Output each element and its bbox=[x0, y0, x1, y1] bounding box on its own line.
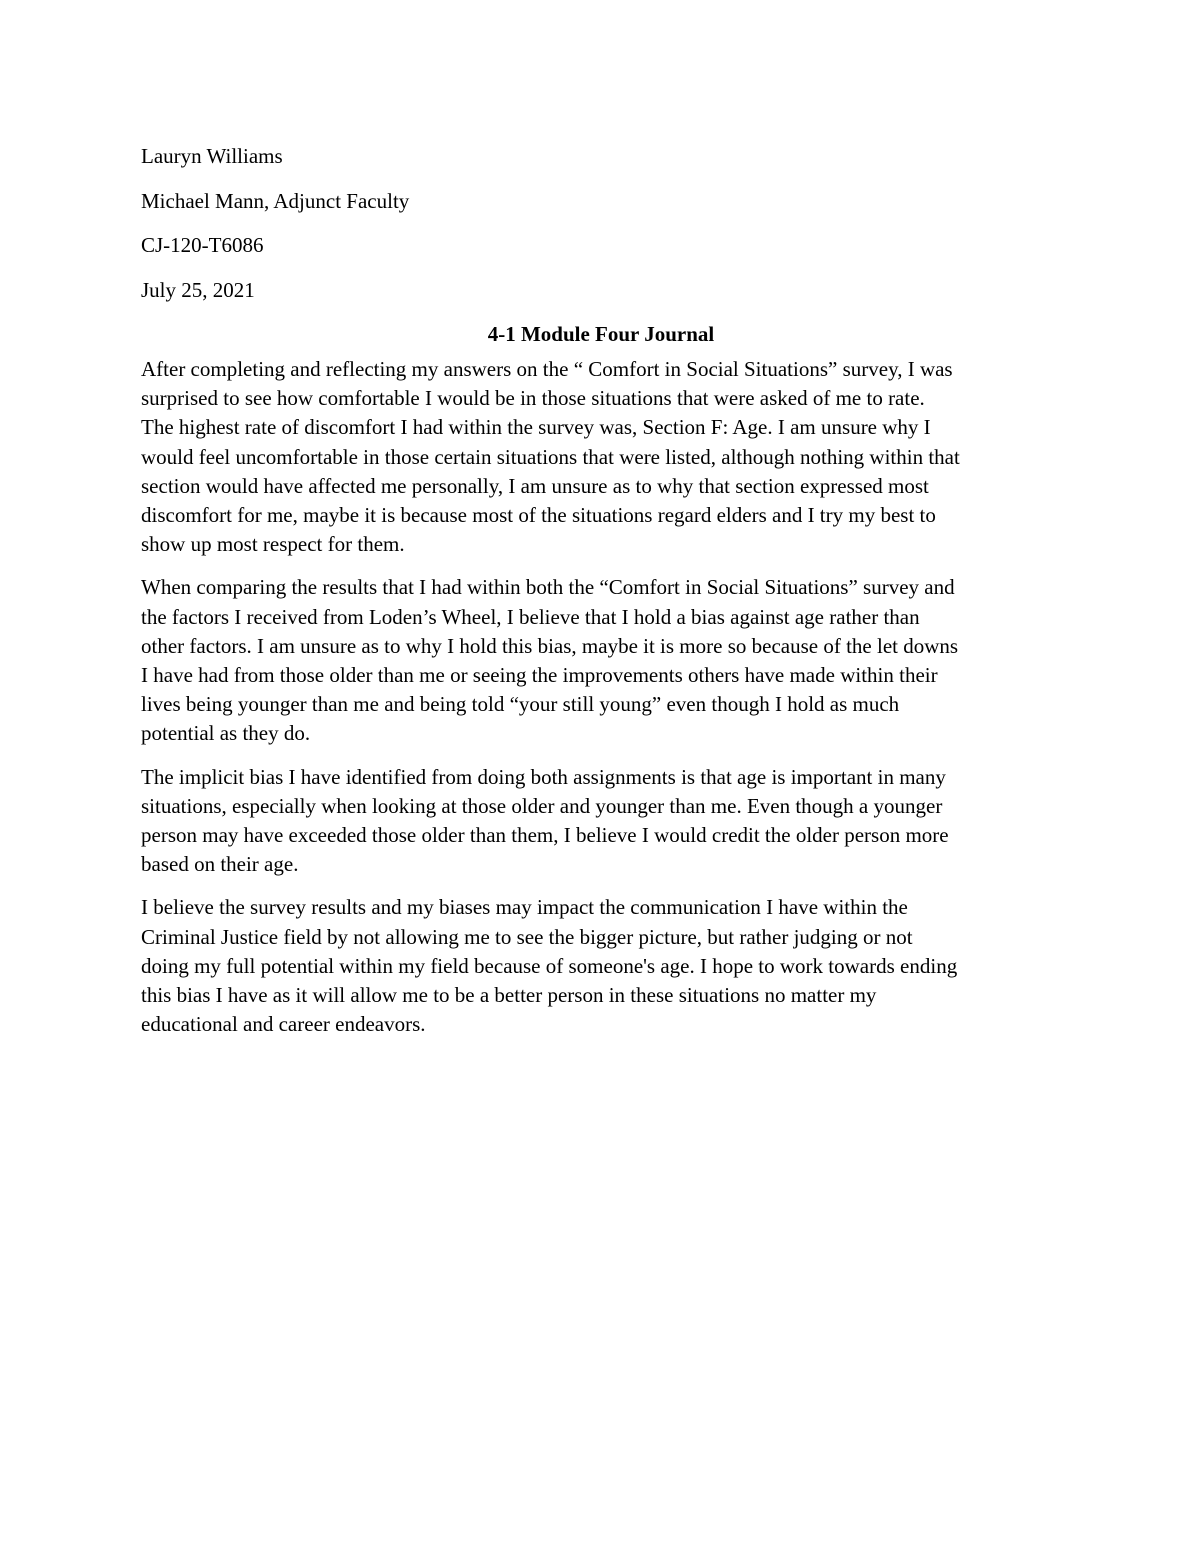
paragraph-line: potential as they do. bbox=[141, 721, 311, 746]
journal-paragraphs bbox=[141, 355, 1061, 1039]
instructor-name: Michael Mann, Adjunct Faculty bbox=[141, 188, 410, 213]
journal-paragraph bbox=[141, 573, 1061, 748]
paragraph-line: based on their age. bbox=[141, 852, 299, 877]
paragraph-line: this bias I have as it will allow me to be a better person in these situations no matter my bbox=[141, 983, 877, 1008]
paragraph-line: I believe the survey results and my biases may impact the communication I have within the bbox=[141, 895, 908, 920]
paragraph-line: The implicit bias I have identified from doing both assignments is that age is important in many bbox=[141, 764, 946, 789]
paragraph-line: lives being younger than me and being told “your still young” even though I hold as much bbox=[141, 692, 900, 717]
paragraph-line: person may have exceeded those older than them, I believe I would credit the older person more bbox=[141, 823, 949, 848]
document-body bbox=[141, 141, 1061, 1053]
journal-paragraph bbox=[141, 763, 1061, 880]
paragraph-line: I have had from those older than me or seeing the improvements others have made within their bbox=[141, 663, 938, 688]
course-code: CJ-120-T6086 bbox=[141, 233, 264, 257]
paragraph-line: educational and career endeavors. bbox=[141, 1012, 426, 1037]
paragraph-line: doing my full potential within my field because of someone's age. I hope to work towards ending bbox=[141, 953, 958, 978]
paragraph-line: surprised to see how comfortable I would be in those situations that were asked of me to rate. bbox=[141, 386, 925, 411]
paragraph-line: discomfort for me, maybe it is because most of the situations regard elders and I try my best to bbox=[141, 503, 936, 528]
paragraph-line: After completing and reflecting my answers on the “ Comfort in Social Situations” survey, I was bbox=[141, 357, 953, 381]
paragraph-line: situations, especially when looking at those older and younger than me. Even though a younger bbox=[141, 793, 943, 818]
paragraph-line: The highest rate of discomfort I had within the survey was, Section F: Age. I am unsure why I bbox=[141, 415, 931, 440]
paragraph-line: section would have affected me personally, I am unsure as to why that section expressed most bbox=[141, 473, 929, 498]
paragraph-line: would feel uncomfortable in those certain situations that were listed, although nothing within that bbox=[141, 444, 960, 469]
paragraph-line: other factors. I am unsure as to why I hold this bias, maybe it is more so because of the let downs bbox=[141, 633, 959, 658]
paragraph-line: When comparing the results that I had within both the “Comfort in Social Situations” survey and bbox=[141, 575, 955, 600]
author-name: Lauryn Williams bbox=[141, 144, 283, 168]
document-title: 4-1 Module Four Journal bbox=[487, 322, 715, 346]
paragraph-line: Criminal Justice field by not allowing me to see the bigger picture, but rather judging or not bbox=[141, 924, 913, 949]
submission-date: July 25, 2021 bbox=[141, 277, 255, 302]
journal-paragraph bbox=[141, 893, 1061, 1039]
journal-paragraph bbox=[141, 355, 1061, 559]
paragraph-line: show up most respect for them. bbox=[141, 532, 405, 557]
paragraph-line: the factors I received from Loden’s Wheel, I believe that I hold a bias against age rather than bbox=[141, 604, 920, 629]
